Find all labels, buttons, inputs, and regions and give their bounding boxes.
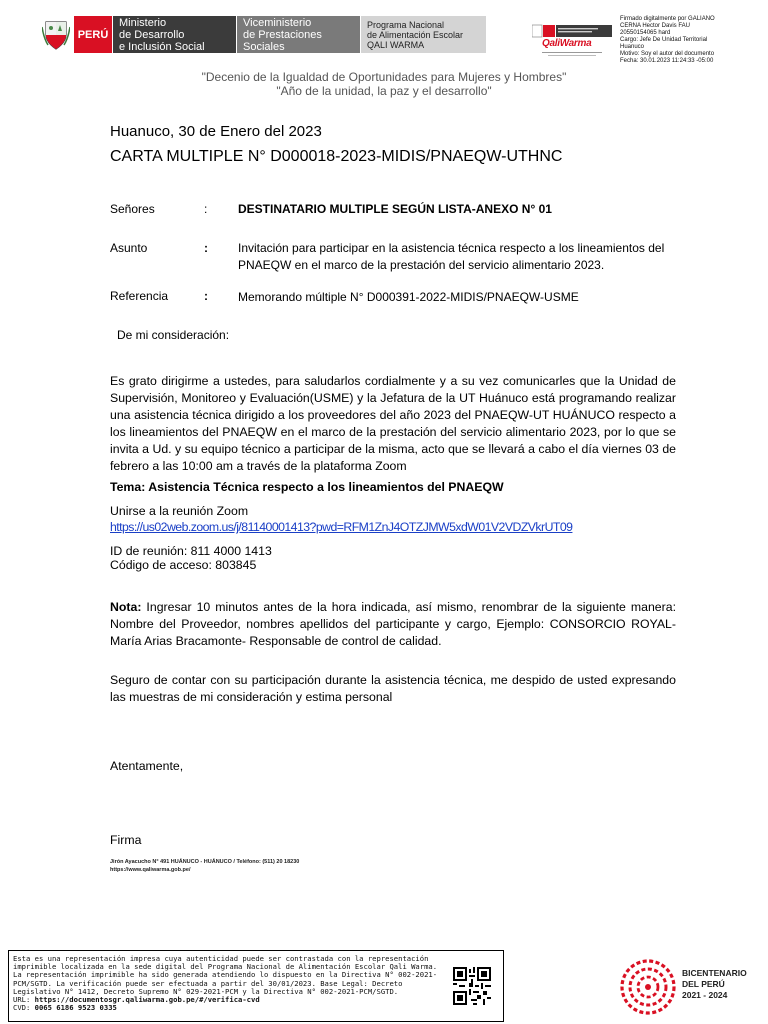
decenio-line-1: "Decenio de la Igualdad de Oportunidades para Mujeres y Hombres" [201,70,567,84]
signature-line: Firmado digitalmente por GALIANO [620,16,715,22]
signature-line: CERNA Hector Davis FAU [620,23,691,29]
bicentenario-line-2: DEL PERÚ [682,979,725,989]
nota-paragraph [110,599,676,650]
url-label: URL: [13,995,31,1005]
verification-url[interactable]: https://documentosgr.qaliwarma.gob.pe/#/verifica-cvd [34,995,260,1005]
letter-title: CARTA MULTIPLE N° D000018-2023-MIDIS/PNAEQW-UTHNC [110,148,563,165]
asunto-label: Asunto [110,241,148,255]
senores-label: Señores [110,202,155,216]
ministerio-line-2: de Desarrollo [119,28,185,41]
signature-line: Cargo: Jefe De Unidad Territorial [620,37,708,43]
programa-label [360,16,486,53]
decenio-line-2: "Año de la unidad, la paz y el desarrollo" [276,84,492,98]
coat-of-arms-icon [38,16,74,53]
signature-line: 20550154065 hard [620,30,671,36]
nota-text: Ingresar 10 minutos antes de la hora indicada, así mismo, renombrar de la siguiente manera: Nombre del Proveedor, nombres apellidos del participante y cargo, Ejemplo: CONSORCIO ROYAL-María Arias Bracamonte- Responsable de control de calidad. [110,600,676,648]
vice-line-2: de Prestaciones Sociales [243,28,322,53]
asunto-value: Invitación para participar en la asistencia técnica respecto a los lineamientos del PNAEQW en el marco de la prestación del servicio alimentario 2023. [238,241,665,272]
decenio-motto [0,70,768,98]
address-line: Jirón Ayacucho N° 491 HUÁNUCO - HUÁNUCO / Teléfono: (511) 20 18230 [110,859,300,865]
viceministerio-label [236,16,360,53]
ministerio-label [112,16,236,53]
header-logo [38,16,486,53]
nota-label: Nota: [110,600,142,614]
closing-paragraph: Seguro de contar con su participación durante la asistencia técnica, me despido de usted expresando las muestras de mi consideración y estima personal [110,673,676,704]
cvd-code: 0065 6186 9523 0335 [34,1003,117,1013]
digital-signature [620,16,760,65]
prog-line-3: QALI WARMA [367,39,425,50]
qr-code-icon [453,967,491,1005]
zoom-meeting-link[interactable]: https://us02web.zoom.us/j/81140001413?pwd=RFM1ZnJ4OTZJMW5xdW01V2VDZVkrUT09 [110,520,573,534]
firma: Firma [110,833,142,847]
bicentenario-logo [592,950,768,1024]
footer-address [110,858,299,874]
bicentenario-text [682,968,747,1001]
bicentenario-line-3: 2021 - 2024 [682,990,728,1000]
asunto-colon: : [204,241,208,255]
qaliwarma-small-logo [532,24,612,58]
tema-heading: Tema: Asistencia Técnica respecto a los lineamientos del PNAEQW [110,480,504,494]
verification-text [13,955,443,1012]
verification-description: Esta es una representación impresa cuya autenticidad puede ser contrastada con la representación imprimible localizada en la sede digital del Programa Nacional de Alimentación Escolar Qali Warma. La representación imprimible ha sido generada atendiendo lo dispuesto en la Directiva N° 002-2021-PCM/SGTD. La verificación puede ser efectuada a partir del 30/01/2023. Base Legal: Decreto Legislativo N° 1412, Decreto Supremo N° 029-2021-PCM y la Directiva N° 002-2021-PCM/SGTD. [13,954,438,996]
bicentenario-emblem-icon [618,950,678,1024]
access-code: Código de acceso: 803845 [110,558,257,572]
senores-value: DESTINATARIO MULTIPLE SEGÚN LISTA-ANEXO N° 01 [238,202,552,216]
atentamente: Atentamente, [110,759,184,773]
salutation: De mi consideración: [117,328,230,342]
qaliwarma-brand: QaliWarma [542,38,592,49]
prog-line-2: de Alimentación Escolar [367,29,464,40]
body-paragraph: Es grato dirigirme a ustedes, para saludarlos cordialmente y a su vez comunicarles que la Unidad de Supervisión, Monitoreo y Evaluación(USME) y la Jefatura de la UT Huánuco está programando realizar una asistencia técnica dirigido a los proveedores del año 2023 del PNAEQW-UT HUÁNUCO respecto a los lineamientos del PNAEQW en el marco de la prestación del servicio alimentario 2023, por lo que se invita a Ud. y su equipo técnico a participar de la misma, acto que se llevará a cabo el día viernes 03 de febrero a las 10:00 am a través de la plataforma Zoom [110,374,676,473]
verification-box [8,950,504,1022]
cvd-label: CVD: [13,1003,31,1013]
zoom-join-label: Unirse a la reunión Zoom [110,504,249,518]
bicentenario-line-1: BICENTENARIO [682,968,747,978]
signature-line: Huanuco [620,44,645,50]
signature-line: Motivo: Soy el autor del documento [620,51,715,57]
signature-line: Fecha: 30.01.2023 11:24:33 -05:00 [620,58,714,64]
peru-label: PERÚ [74,16,112,53]
vice-line-1: Viceministerio [243,16,312,29]
letter-date: Huanuco, 30 de Enero del 2023 [110,123,322,140]
referencia-label: Referencia [110,289,169,303]
referencia-value: Memorando múltiple N° D000391-2022-MIDIS/PNAEQW-USME [238,290,579,304]
ministerio-line-1: Ministerio [119,16,167,29]
referencia-colon: : [204,289,208,303]
verification-cvd-row [13,1004,443,1012]
ministerio-line-3: e Inclusión Social [119,40,205,53]
prog-line-1: Programa Nacional [367,19,445,30]
meeting-id: ID de reunión: 811 4000 1413 [110,544,272,558]
address-url: https://www.qaliwarma.gob.pe/ [110,867,191,873]
senores-colon: : [204,202,208,216]
